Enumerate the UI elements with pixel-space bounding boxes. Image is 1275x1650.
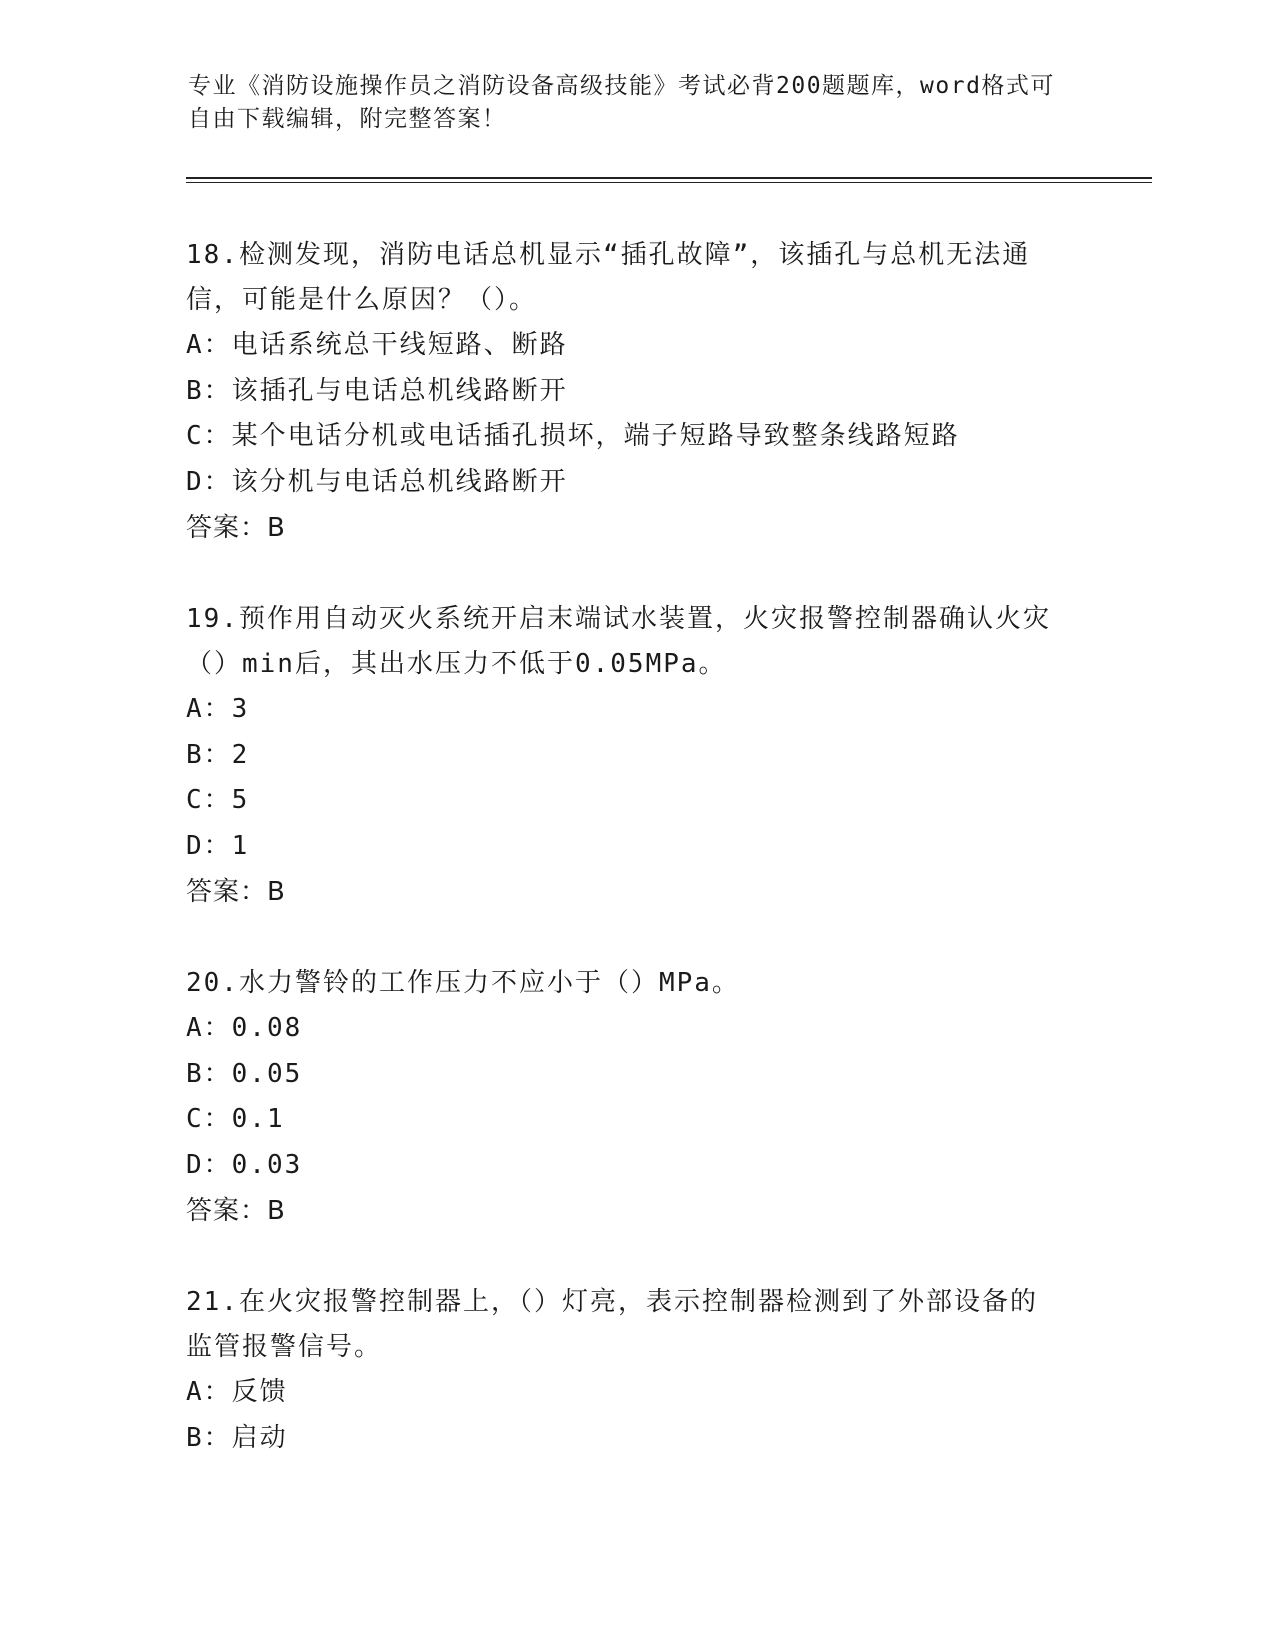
question-stem-line: （）min后，其出水压力不低于0.05MPa。: [186, 649, 727, 679]
option-b: B：该插孔与电话总机线路断开: [186, 375, 568, 406]
header-divider-thin: [186, 182, 1152, 183]
header-divider-thick: [186, 177, 1152, 179]
option-b: B：启动: [186, 1422, 288, 1453]
option-c: C：0.1: [186, 1104, 285, 1134]
question-18: [186, 233, 1086, 551]
header-line-2: 自由下载编辑，附完整答案！: [188, 106, 507, 132]
question-stem-line: 20.水力警铃的工作压力不应小于（）MPa。: [186, 968, 740, 998]
option-c: C：某个电话分机或电话插孔损坏，端子短路导致整条线路短路: [186, 421, 960, 451]
option-a: A：电话系统总干线短路、断路: [186, 330, 568, 360]
question-stem-line: 监管报警信号。: [186, 1332, 383, 1362]
option-a: A：0.08: [186, 1013, 303, 1043]
document-header: [188, 70, 1088, 136]
question-stem-line: 信，可能是什么原因？（）。: [186, 285, 538, 315]
option-b: B：0.05: [186, 1058, 303, 1089]
option-a: A：3: [186, 694, 250, 724]
option-c: C：5: [186, 785, 250, 815]
question-stem-line: 18.检测发现，消防电话总机显示“插孔故障”，该插孔与总机无法通: [186, 240, 1031, 270]
question-stem-line: 21.在火灾报警控制器上，（）灯亮，表示控制器检测到了外部设备的: [186, 1287, 1038, 1317]
header-line-1: 专业《消防设施操作员之消防设备高级技能》考试必背200题题库，word格式可: [188, 73, 1055, 99]
option-d: D：0.03: [186, 1149, 303, 1180]
option-d: D：1: [186, 830, 250, 861]
answer-line: 答案：B: [186, 513, 286, 543]
question-19: [186, 597, 1086, 915]
question-20: [186, 961, 1086, 1234]
question-21: [186, 1280, 1086, 1461]
option-b: B：2: [186, 739, 250, 770]
option-d: D：该分机与电话总机线路断开: [186, 466, 568, 497]
answer-line: 答案：B: [186, 877, 286, 907]
question-stem-line: 19.预作用自动灭火系统开启末端试水装置，火灾报警控制器确认火灾: [186, 604, 1051, 634]
answer-line: 答案：B: [186, 1196, 286, 1226]
option-a: A：反馈: [186, 1377, 288, 1407]
